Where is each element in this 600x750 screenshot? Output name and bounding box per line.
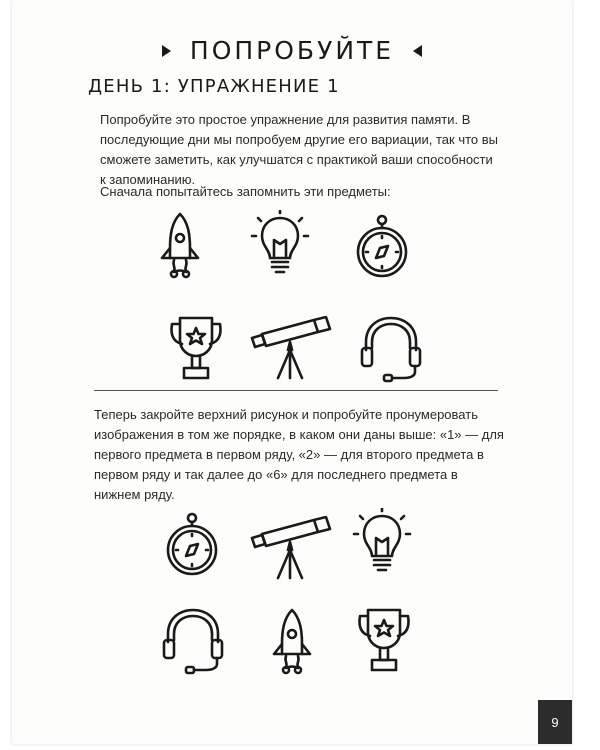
telescope-icon (248, 316, 334, 382)
trophy-icon (164, 312, 228, 384)
rocket-icon (152, 210, 208, 282)
intro-paragraph: Попробуйте это простое упражнение для развития памяти. В последующие дни мы попробуем другие его вариации, так что вы сможете заметить, как улучшатся с практикой ваши способности к запоминанию. (100, 112, 498, 187)
lightbulb-icon (352, 508, 412, 580)
exercise-subtitle: ДЕНЬ 1: УПРАЖНЕНИЕ 1 (88, 76, 340, 97)
title-row (12, 36, 572, 65)
section-divider (94, 390, 498, 391)
compass-icon (352, 210, 412, 282)
headset-icon (158, 604, 228, 676)
compass-icon (162, 508, 222, 580)
headset-icon (356, 312, 426, 384)
rocket-icon (264, 606, 320, 678)
page-title: ПОПРОБУЙТЕ (189, 36, 395, 65)
book-page (12, 0, 572, 744)
memorize-instruction: Сначала попытайтесь запомнить эти предметы: (100, 184, 391, 199)
trophy-icon (352, 604, 416, 676)
triangle-right-icon (162, 45, 171, 57)
page-number: 9 (538, 700, 572, 744)
triangle-left-icon (413, 45, 422, 57)
telescope-icon (248, 516, 334, 582)
lightbulb-icon (250, 210, 310, 282)
task-paragraph: Теперь закройте верхний рисунок и попробуйте пронумеровать изображения в том же порядке, в каком они даны выше: «1» — для первого предмета в первом ряду, «2» — для второго предмета в первом ряду и так далее до «6» для последнего предмета в нижнем ряду. (94, 407, 504, 502)
